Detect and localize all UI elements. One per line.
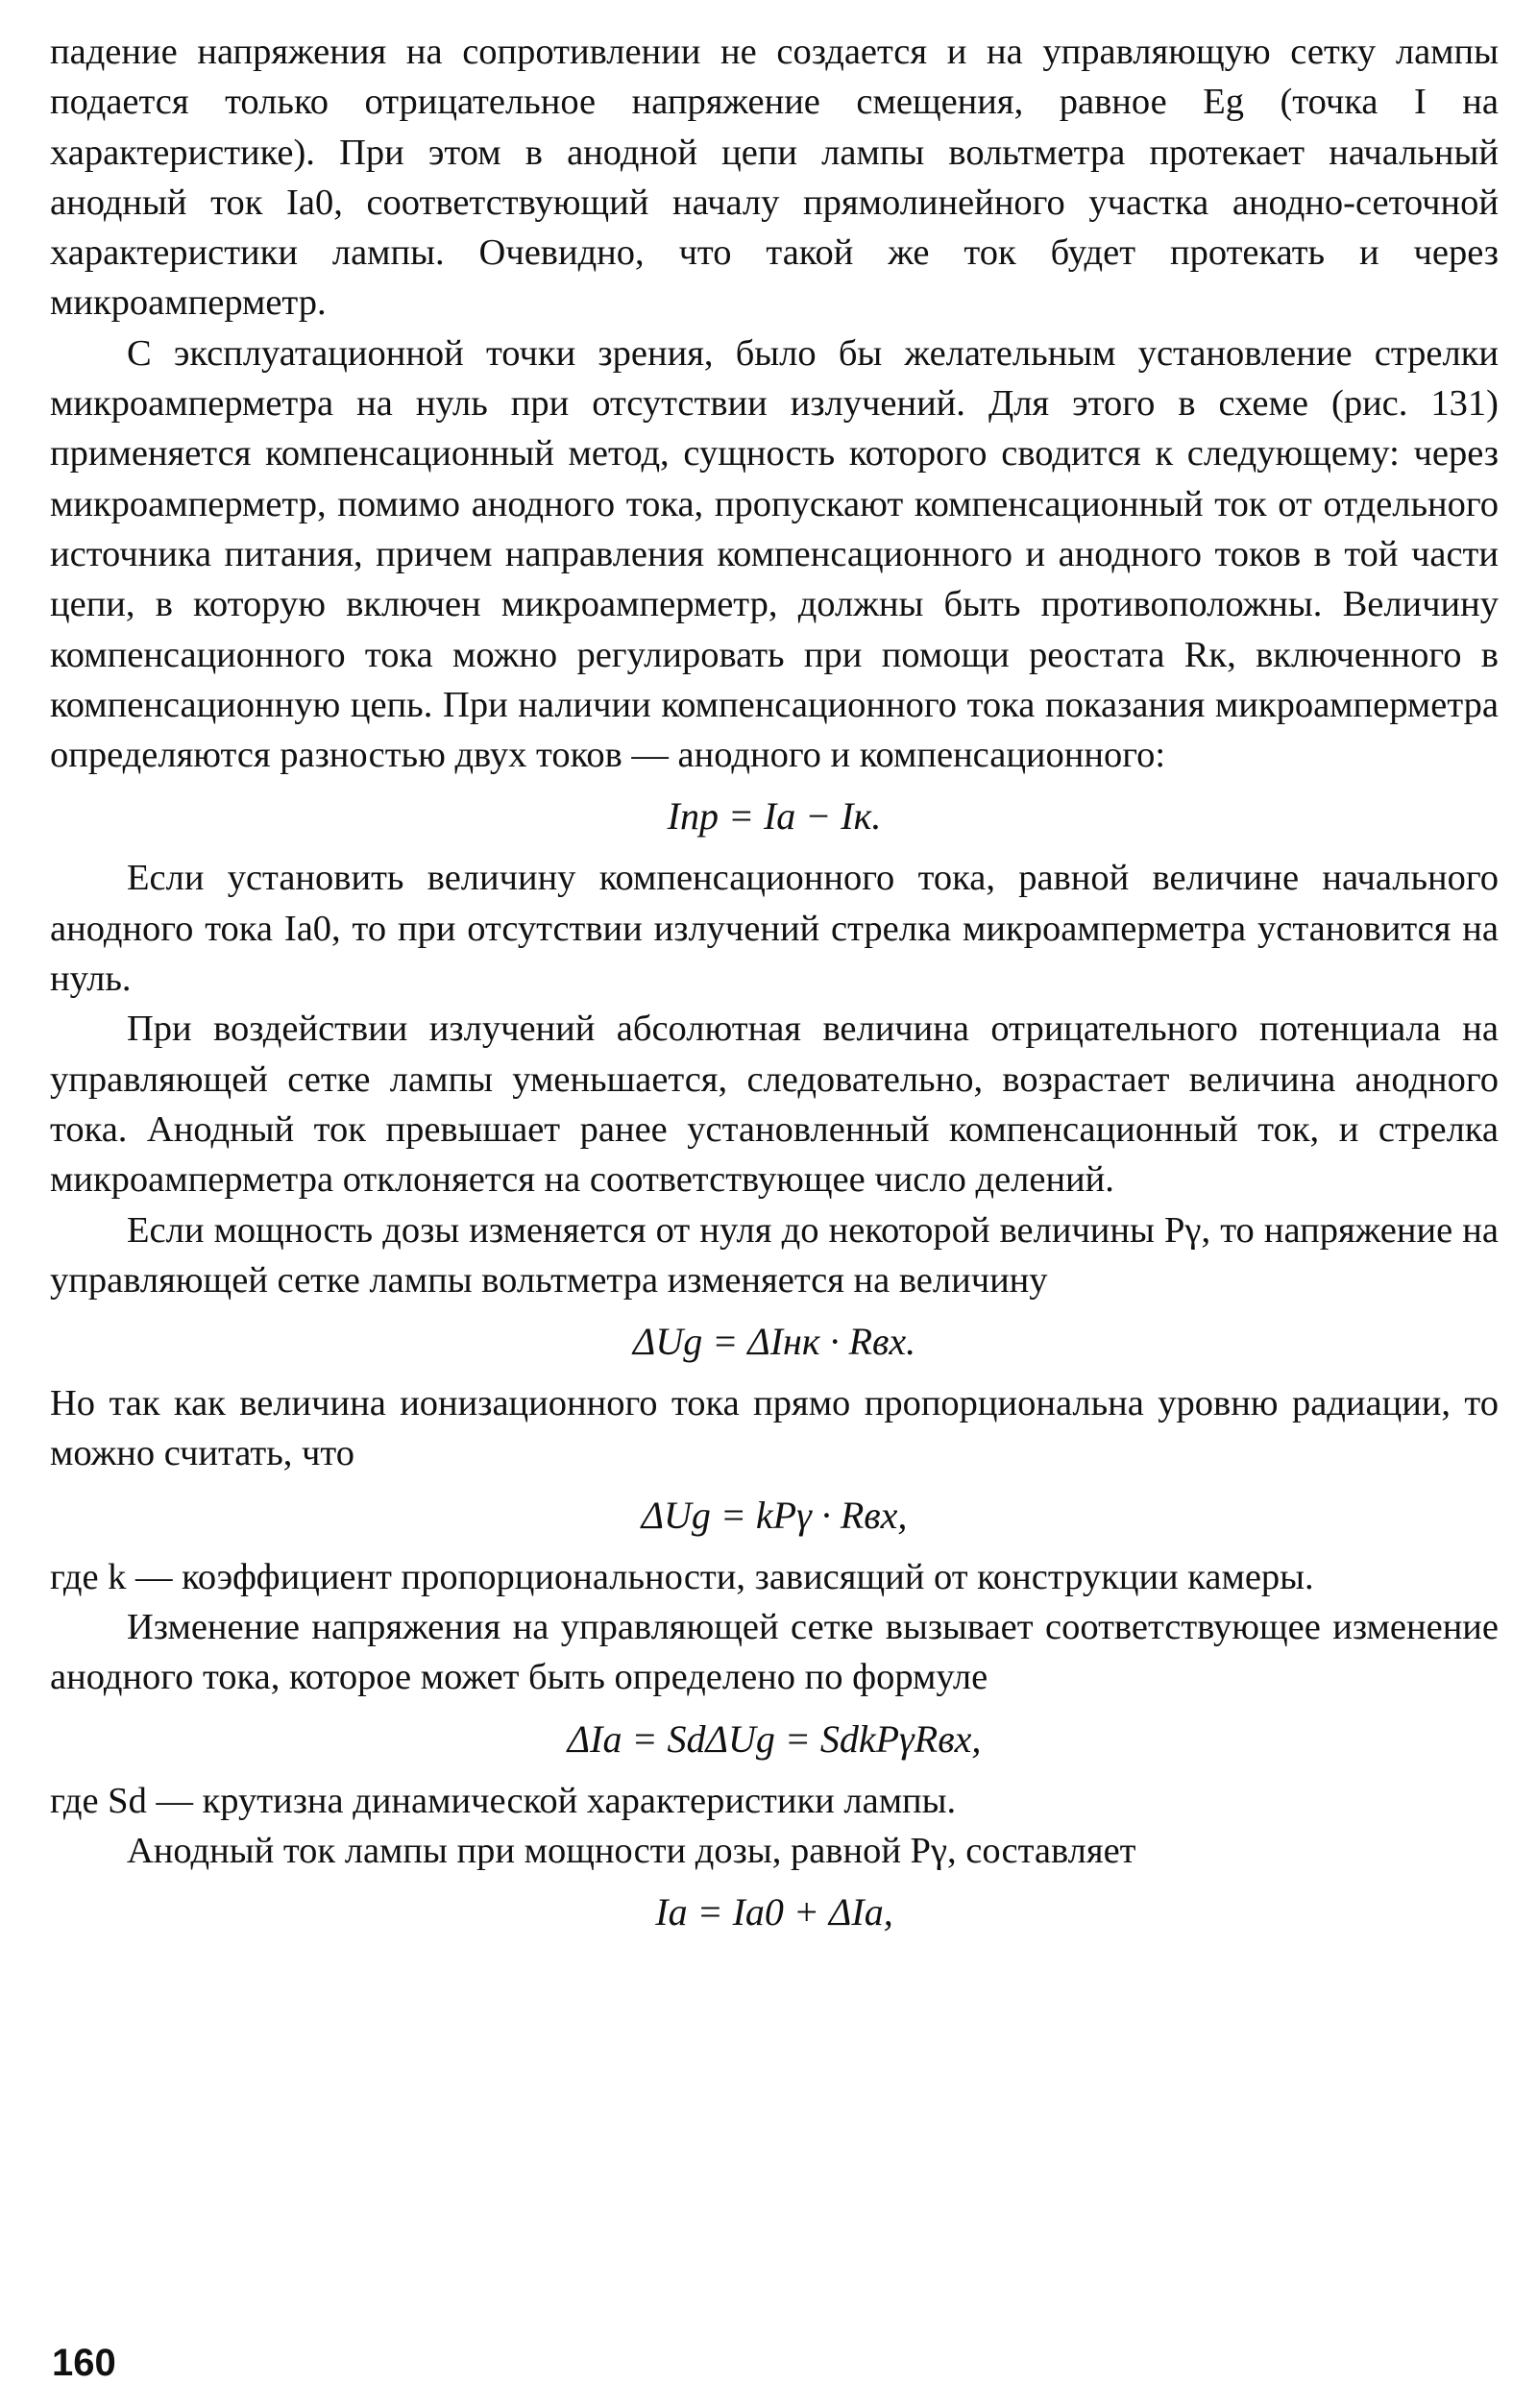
page-number: 160 bbox=[52, 2342, 116, 2384]
formula-5: Ia = Ia0 + ΔIa, bbox=[655, 1890, 893, 1934]
paragraph-10: Анодный ток лампы при мощности дозы, равной Pγ, составляет bbox=[127, 1830, 1136, 1871]
paragraph-5: Если мощность дозы изменяется от нуля до некоторой величины Pγ, то напряжение на управляющей сетке лампы вольтметра изменяется на величину bbox=[50, 1209, 1499, 1301]
paragraph-7: где k — коэффициент пропорциональности, зависящий от конструкции камеры. bbox=[50, 1556, 1314, 1597]
paragraph-4: При воздействии излучений абсолютная величина отрицательного потенциала на управляющей сетке лампы уменьшается, следовательно, возрастает величина анодного тока. Анодный ток превышает ранее установленный компенсационный ток, и стрелка микроамперметра отклоняется на соответствующее число делений. bbox=[50, 1009, 1499, 1201]
paragraph-8: Изменение напряжения на управляющей сетке вызывает соответствующее изменение анодного тока, которое может быть определено по формуле bbox=[50, 1607, 1499, 1698]
formula-1: Iпр = Ia − Iк. bbox=[667, 794, 882, 839]
paragraph-1: падение напряжения на сопротивлении не создается и на управляющую сетку лампы подается только отрицательное напряжение смещения, равное Eg (точка I на характеристике). При этом в анодной цепи лампы вольтметра протекает начальный анодный ток Ia0, соответствующий началу прямолинейного участка анодно-сеточной характеристики лампы. Очевидно, что такой же ток будет протекать и через микроамперметр. bbox=[50, 32, 1499, 324]
paragraph-2: С эксплуатационной точки зрения, было бы желательным установление стрелки микроамперметра на нуль при отсутствии излучений. Для этого в схеме (рис. 131) применяется компенсационный метод, сущность которого сводится к следующему: через микроамперметр, помимо анодного тока, пропускают компенсационный ток от отдельного источника питания, причем направления компенсационного и анодного токов в той части цепи, в которую включен микроамперметр, должны быть противоположны. Величину компенсационного тока можно регулировать при помощи реостата Rк, включенного в компенсационную цепь. При наличии компенсационного тока показания микроамперметра определяются разностью двух токов — анодного и компенсационного: bbox=[50, 332, 1499, 776]
formula-2: ΔUg = ΔIнк · Rвх. bbox=[632, 1320, 916, 1364]
paragraph-6: Но так как величина ионизационного тока прямо пропорциональна уровню радиации, то можно считать, что bbox=[50, 1383, 1499, 1474]
paragraph-9: где Sd — крутизна динамической характеристики лампы. bbox=[50, 1780, 957, 1821]
paragraph-3: Если установить величину компенсационного тока, равной величине начального анодного тока Ia0, то при отсутствии излучений стрелка микроамперметра установится на нуль. bbox=[50, 858, 1499, 1000]
formula-3: ΔUg = kPγ · Rвх, bbox=[641, 1493, 908, 1537]
formula-4: ΔIa = SdΔUg = SdkPγRвх, bbox=[567, 1716, 982, 1761]
